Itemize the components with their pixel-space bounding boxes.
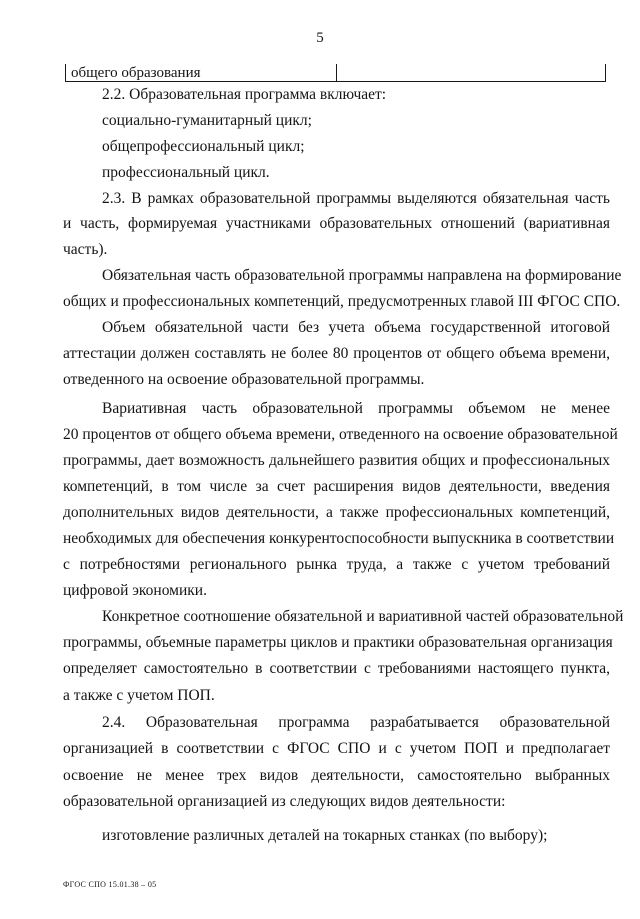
paragraph-line: с потребностями регионального рынка труда, а также с учетом требований	[63, 556, 610, 573]
paragraph-line: программы, объемные параметры циклов и практики образовательная организация	[63, 634, 613, 651]
table-fragment	[65, 64, 606, 82]
paragraph-line: общих и профессиональных компетенций, предусмотренных главой III ФГОС СПО.	[63, 293, 621, 310]
paragraph-line: общепрофессиональный цикл;	[102, 138, 305, 155]
paragraph-line: аттестации должен составлять не более 80 процентов от общего объема времени,	[63, 345, 610, 362]
paragraph-line: Обязательная часть образовательной программы направлена на формирование	[102, 267, 622, 284]
paragraph-line: 2.2. Образовательная программа включает:	[102, 86, 387, 103]
paragraph-line: 2.4. Образовательная программа разрабатывается образовательной	[102, 714, 610, 731]
paragraph-line: 20 процентов от общего объема времени, отведенного на освоение образовательной	[63, 426, 618, 443]
paragraph-line: социально-гуманитарный цикл;	[102, 112, 312, 129]
paragraph-line: компетенций, в том числе за счет расширения видов деятельности, введения	[63, 478, 610, 495]
paragraph-line: организацией в соответствии с ФГОС СПО и с учетом ПОП и предполагает	[63, 740, 610, 757]
paragraph-line: а также с учетом ПОП.	[63, 687, 215, 704]
paragraph-line: программы, дает возможность дальнейшего развития общих и профессиональных	[63, 452, 610, 469]
paragraph-line: изготовление различных деталей на токарных станках (по выбору);	[102, 827, 548, 844]
document-code-footer: ФГОС СПО 15.01.38 – 05	[63, 880, 157, 889]
paragraph-line: определяет самостоятельно в соответствии с требованиями настоящего пункта,	[63, 660, 610, 677]
paragraph-line: часть).	[63, 241, 108, 258]
paragraph-line: Вариативная часть образовательной программы объемом не менее	[102, 400, 610, 417]
paragraph-line: Конкретное соотношение обязательной и вариативной частей образовательной	[102, 608, 624, 625]
table-cell-left: общего образования	[66, 64, 337, 81]
paragraph-line: дополнительных видов деятельности, а также профессиональных компетенций,	[63, 504, 610, 521]
paragraph-line: необходимых для обеспечения конкурентоспособности выпускника в соответствии	[63, 530, 615, 547]
paragraph-line: и часть, формируемая участниками образовательных отношений (вариативная	[63, 215, 610, 232]
page-number: 5	[316, 30, 324, 46]
paragraph-line: освоение не менее трех видов деятельности, самостоятельно выбранных	[63, 767, 610, 784]
paragraph-line: Объем обязательной части без учета объема государственной итоговой	[102, 319, 610, 336]
paragraph-line: образовательной организацией из следующих видов деятельности:	[63, 793, 506, 810]
paragraph-line: цифровой экономики.	[63, 582, 207, 599]
paragraph-line: отведенного на освоение образовательной программы.	[63, 371, 425, 388]
paragraph-line: профессиональный цикл.	[102, 164, 270, 181]
paragraph-line: 2.3. В рамках образовательной программы выделяются обязательная часть	[102, 190, 610, 207]
